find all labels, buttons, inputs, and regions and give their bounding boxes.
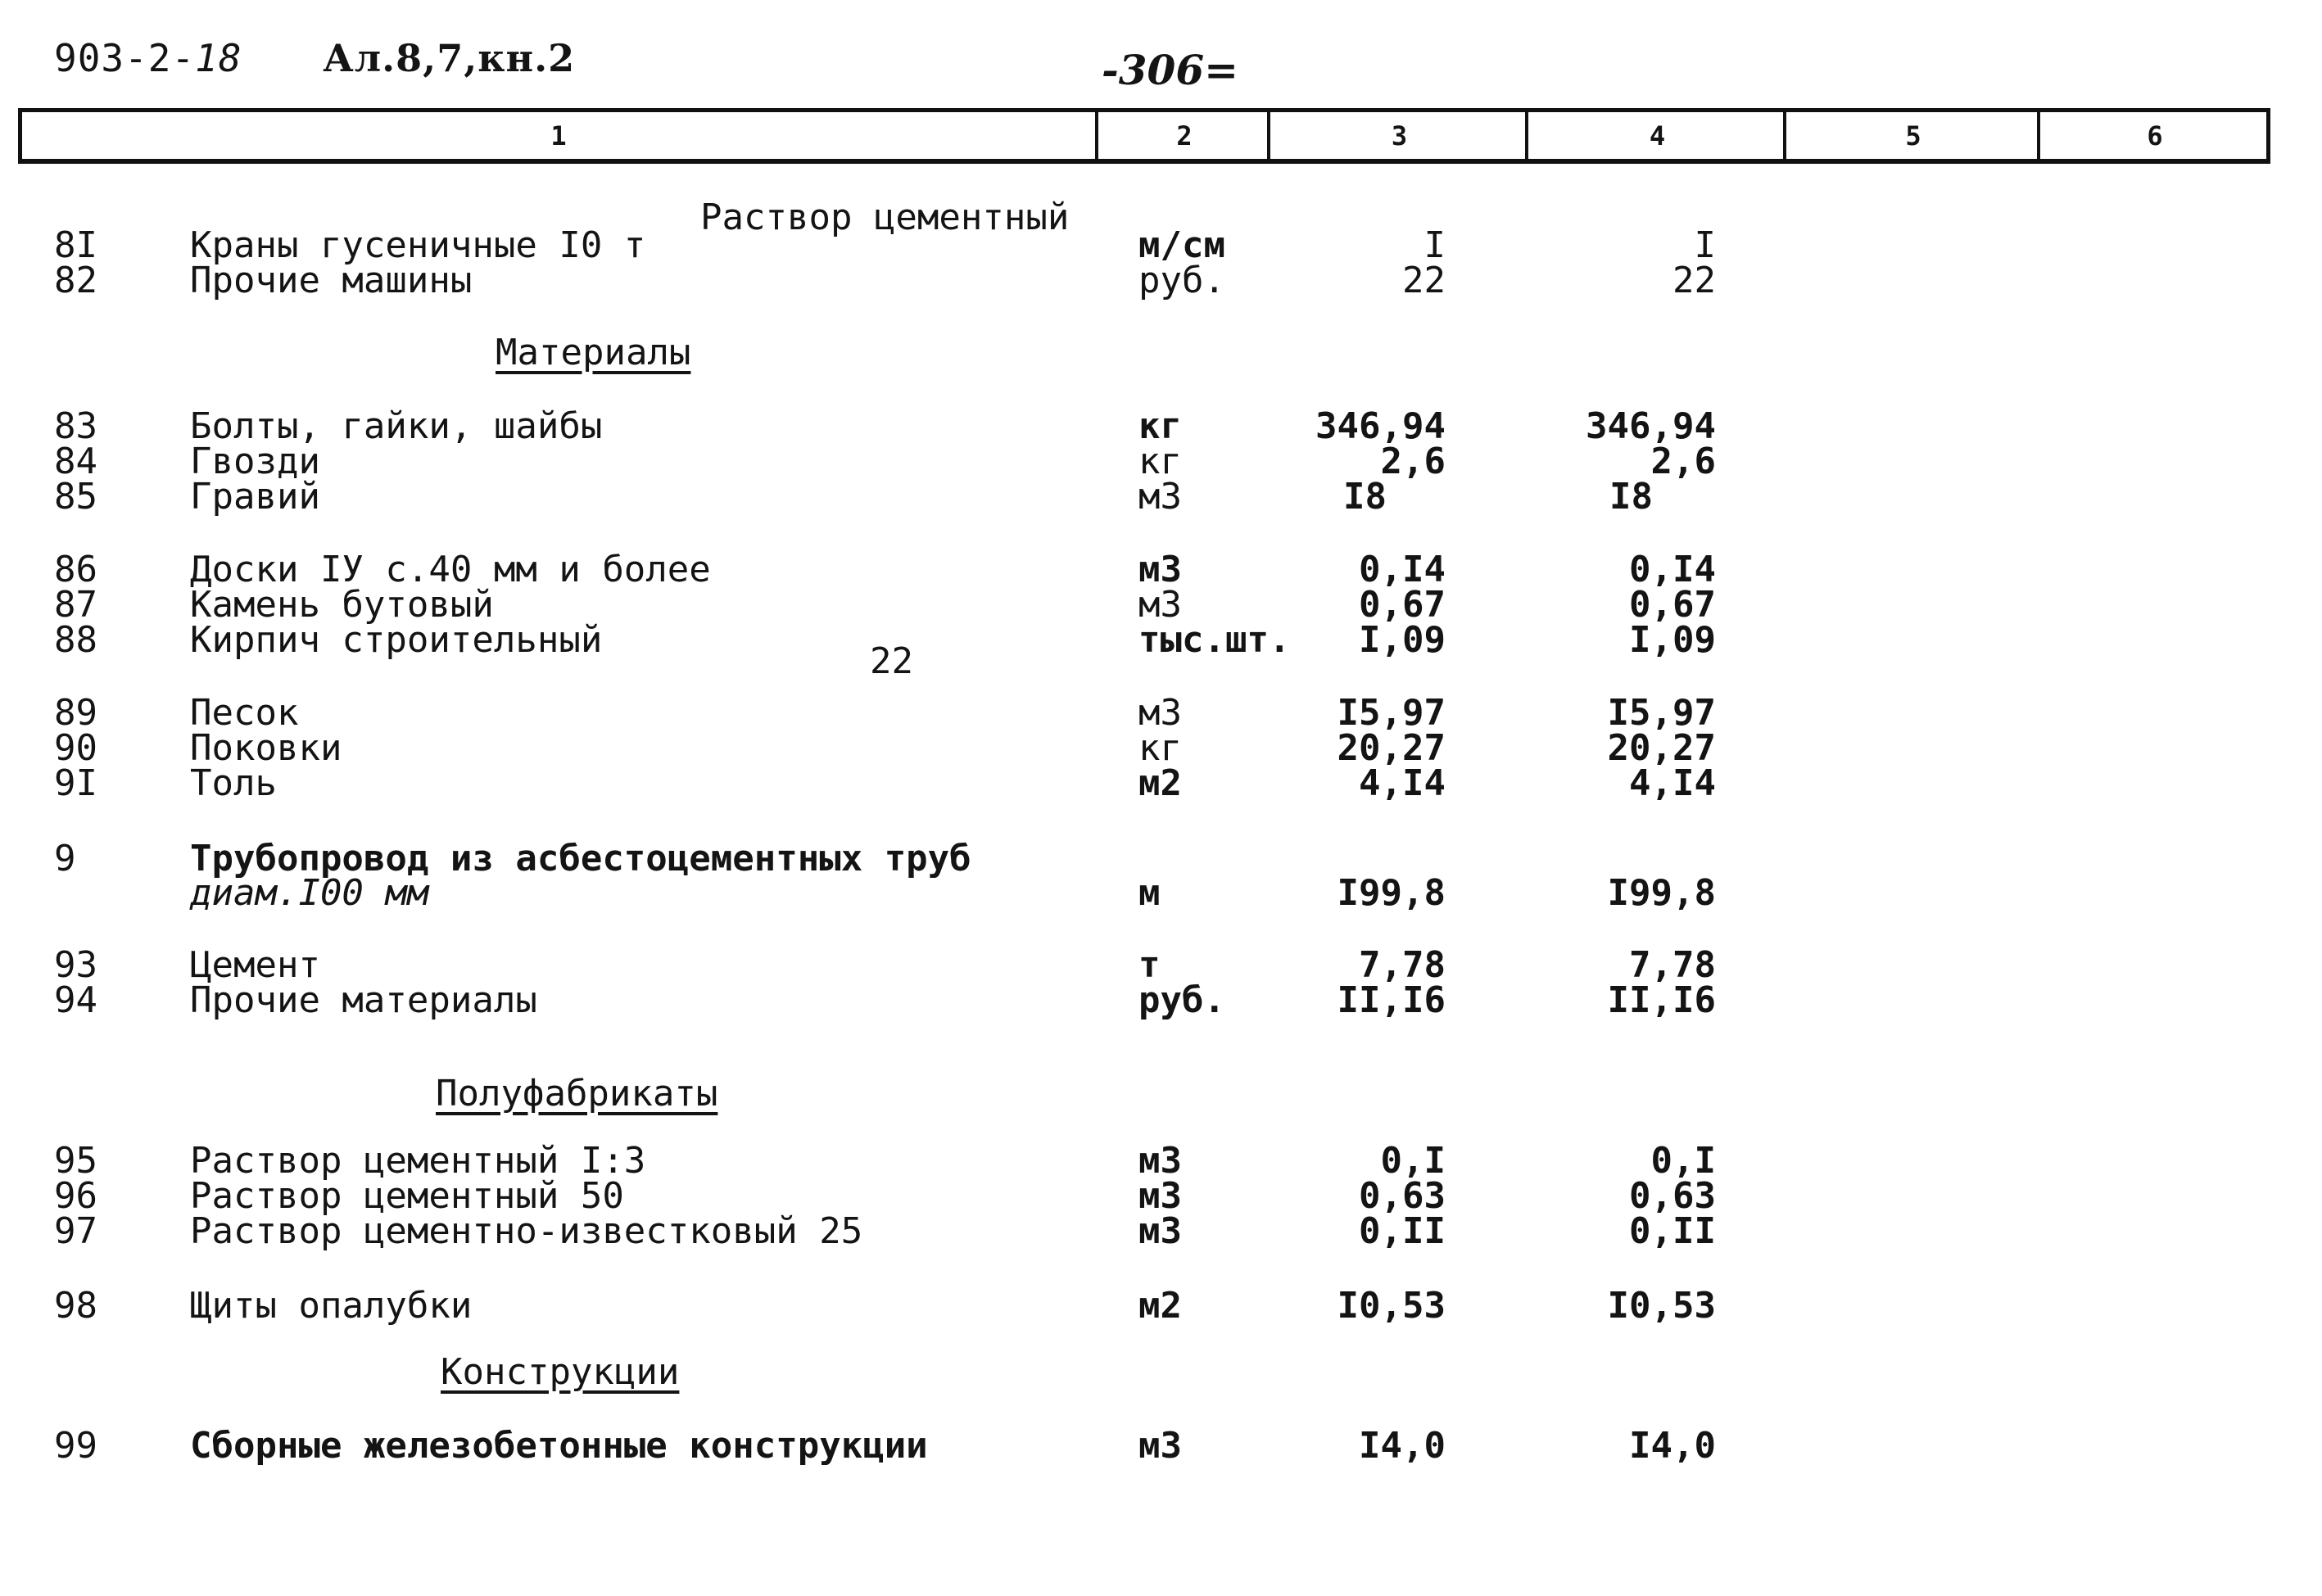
row-value-col3: I0,53 [1337, 1285, 1446, 1327]
row-name: Толь [190, 762, 277, 804]
row-unit: м/см [1138, 224, 1225, 266]
row-name: Цемент [190, 944, 320, 986]
row-number: 83 [54, 405, 97, 447]
row-number: 94 [54, 979, 97, 1021]
row-unit: м2 [1138, 762, 1182, 804]
row-unit: м3 [1138, 584, 1182, 626]
row-unit: м3 [1138, 1425, 1182, 1467]
row-value-col3: I99,8 [1337, 872, 1446, 914]
row-value-col4: 0,I [1650, 1140, 1716, 1182]
column-header-2: 2 [1095, 112, 1270, 159]
row-name: Гравий [190, 476, 320, 518]
table-row [0, 979, 2322, 1021]
row-value-col4: I4,0 [1629, 1425, 1716, 1467]
column-header-5: 5 [1783, 112, 2040, 159]
row-value-col4: I [1694, 224, 1716, 266]
row-unit: м3 [1138, 549, 1182, 590]
row-number: 95 [54, 1140, 97, 1182]
row-value-col4: I,09 [1629, 619, 1716, 661]
row-number: 97 [54, 1210, 97, 1252]
row-number: 99 [54, 1425, 97, 1467]
page-number: -306= [1102, 46, 1239, 94]
row-unit: руб. [1138, 979, 1225, 1021]
row-value-col4: I0,53 [1607, 1285, 1716, 1327]
table-row [0, 1287, 2322, 1325]
row-value-col3: II,I6 [1337, 979, 1446, 1021]
row-name: Песок [190, 692, 299, 734]
column-header-6: 6 [2037, 112, 2270, 159]
row-value-col4: II,I6 [1607, 979, 1716, 1021]
row-unit: руб. [1138, 260, 1225, 301]
row-value-col4: I99,8 [1607, 872, 1716, 914]
column-header-4: 4 [1525, 112, 1786, 159]
row-value-col4: I8 [1609, 476, 1653, 518]
row-value-col3: 2,6 [1380, 441, 1446, 482]
table-row [0, 1210, 2322, 1252]
row-number: 89 [54, 692, 97, 734]
row-name: Раствор цементно-известковый 25 [190, 1210, 863, 1252]
row-unit: м3 [1138, 1140, 1182, 1182]
row-value-col3: 0,63 [1359, 1175, 1446, 1217]
row-value-col4: 346,94 [1586, 405, 1716, 447]
row-unit: м3 [1138, 1175, 1182, 1217]
row-name: Трубопровод из асбестоцементных труб [190, 838, 971, 879]
row-unit: кг [1138, 405, 1182, 447]
row-value-col3: I8 [1343, 476, 1387, 518]
row-number: 85 [54, 476, 97, 518]
row-unit: м3 [1138, 692, 1182, 734]
row-number: 86 [54, 549, 97, 590]
row-value-col3: 0,II [1359, 1210, 1446, 1252]
row-unit: т [1138, 944, 1161, 986]
row-number: 96 [54, 1175, 97, 1217]
row-value-col3: 22 [1402, 260, 1446, 301]
row-name: Щиты опалубки [190, 1285, 473, 1327]
row-number: 88 [54, 619, 97, 661]
row-unit: м2 [1138, 1285, 1182, 1327]
column-header-row [18, 108, 2270, 164]
section-heading-semi-finished: Полуфабрикаты [436, 1073, 718, 1114]
row-number: 87 [54, 584, 97, 626]
row-unit: кг [1138, 441, 1182, 482]
section-heading-materials: Материалы [496, 332, 691, 373]
row-number: 98 [54, 1285, 97, 1327]
row-name: Гвозди [190, 441, 320, 482]
row-value-col4: 0,67 [1629, 584, 1716, 626]
row-value-col3: 0,I4 [1359, 549, 1446, 590]
table-row [0, 478, 2322, 516]
row-name: Камень бутовый [190, 584, 494, 626]
row-value-col4: I5,97 [1607, 692, 1716, 734]
row-name: Прочие материалы [190, 979, 537, 1021]
table-row [0, 1427, 2322, 1465]
row-number: 93 [54, 944, 97, 986]
row-value-col3: I5,97 [1337, 692, 1446, 734]
row-name: Краны гусеничные I0 т [190, 224, 646, 266]
row-value-col3: 0,67 [1359, 584, 1446, 626]
row-value-col3: 20,27 [1337, 727, 1446, 769]
doc-code: 903-2- [54, 36, 196, 80]
row-name: Прочие машины [190, 260, 473, 301]
row-unit: м3 [1138, 476, 1182, 518]
row-value-col4: 0,63 [1629, 1175, 1716, 1217]
row-value-col4: 0,II [1629, 1210, 1716, 1252]
row-number: 9I [54, 762, 97, 804]
row-value-col4: 2,6 [1650, 441, 1716, 482]
column-header-3: 3 [1267, 112, 1528, 159]
stray-value: 22 [870, 640, 913, 682]
row-value-col3: 7,78 [1359, 944, 1446, 986]
row-unit: м [1138, 872, 1161, 914]
row-value-col3: I,09 [1359, 619, 1446, 661]
row-value-col4: 22 [1672, 260, 1716, 301]
row-number: 90 [54, 727, 97, 769]
section-heading-structures: Конструкции [441, 1351, 680, 1393]
doc-code-suffix: 18 [195, 36, 242, 80]
row-value-col3: I [1424, 224, 1446, 266]
row-unit: м3 [1138, 1210, 1182, 1252]
top-annotation: Раствор цементный [700, 197, 1070, 238]
table-row [0, 872, 2322, 914]
table-row [0, 262, 2322, 300]
row-number: 82 [54, 260, 97, 301]
row-value-col3: I4,0 [1359, 1425, 1446, 1467]
row-name: Раствор цементный I:3 [190, 1140, 646, 1182]
row-value-col3: 4,I4 [1359, 762, 1446, 804]
row-value-col4: 0,I4 [1629, 549, 1716, 590]
row-number: 8I [54, 224, 97, 266]
row-name: Доски IУ с.40 мм и более [190, 549, 711, 590]
row-value-col4: 4,I4 [1629, 762, 1716, 804]
row-number: 84 [54, 441, 97, 482]
row-value-col4: 7,78 [1629, 944, 1716, 986]
document-code [54, 36, 575, 80]
table-row [0, 762, 2322, 804]
row-number: 9 [54, 838, 76, 879]
row-value-col4: 20,27 [1607, 727, 1716, 769]
row-name: Раствор цементный 50 [190, 1175, 624, 1217]
row-name: Поковки [190, 727, 342, 769]
sheet-reference: Ал.8,7,кн.2 [323, 36, 576, 80]
row-name: Кирпич строительный [190, 619, 603, 661]
row-unit: тыс.шт. [1138, 619, 1291, 661]
row-name: Сборные железобетонные конструкции [190, 1425, 928, 1467]
row-value-col3: 0,I [1380, 1140, 1446, 1182]
row-value-col3: 346,94 [1315, 405, 1446, 447]
row-unit: кг [1138, 727, 1182, 769]
row-name: Болты, гайки, шайбы [190, 405, 603, 447]
column-header-1: 1 [550, 120, 567, 151]
row-name-continuation: диам.I00 мм [190, 872, 429, 914]
